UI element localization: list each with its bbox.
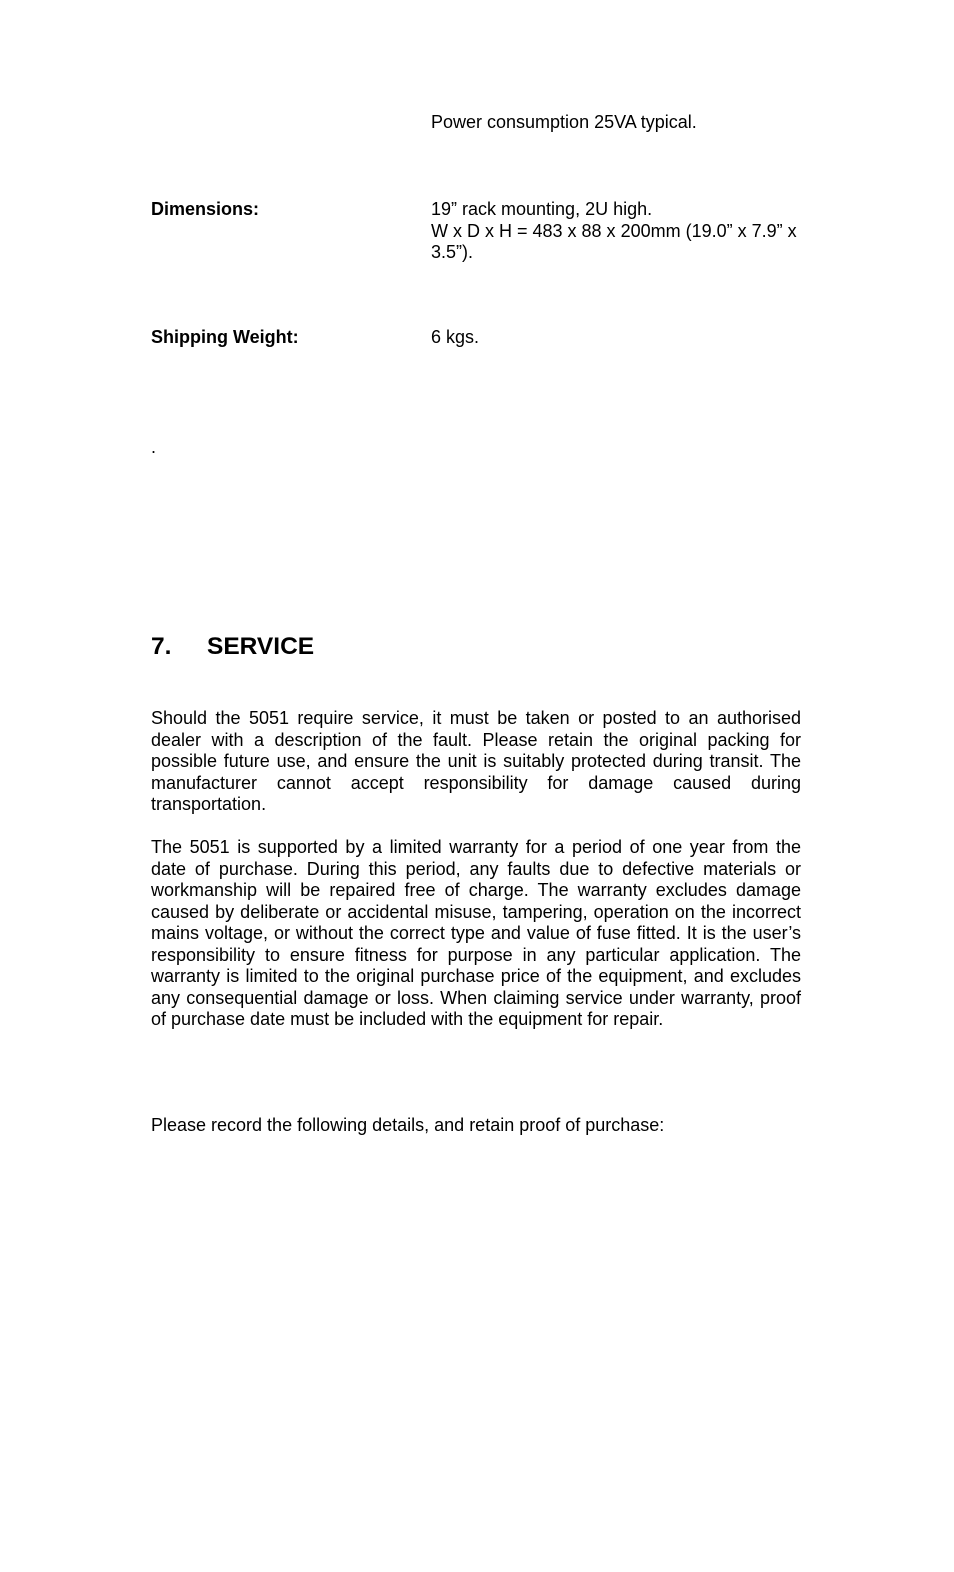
record-details-note: Please record the following details, and retain proof of purchase: [151,1115,665,1135]
dimensions-label: Dimensions: [151,199,260,219]
dimensions-line-2: W x D x H = 483 x 88 x 200mm (19.0” x 7.9” x 3.5”). [431,220,797,262]
shipping-weight-label: Shipping Weight: [151,327,299,347]
service-paragraph-1: Should the 5051 require service, it must be taken or posted to an authorised dealer with a description of the fault. Please retain the original packing for possible future use, and ensure the unit is suitably protected during transit. The manufacturer cannot accept responsibility for damage caused during transportation. [151,708,801,814]
stray-dot: . [151,437,157,457]
power-consumption-value: Power consumption 25VA typical. [431,112,697,132]
section-heading [151,633,314,661]
section-title: SERVICE [207,633,315,660]
shipping-weight-value: 6 kgs. [431,327,480,347]
dimensions-line-1: 19” rack mounting, 2U high. [431,199,653,219]
warranty-paragraph: The 5051 is supported by a limited warranty for a period of one year from the date of purchase. During this period, any faults due to defective materials or workmanship will be repaired free of charge. The warranty excludes damage caused by deliberate or accidental misuse, tampering, operation on the incorrect mains voltage, or without the correct type and value of fuse fitted. It is the user’s responsibility to ensure fitness for purpose in any particular application. The warranty is limited to the original purchase price of the equipment, and excludes any consequential damage or loss. When claiming service under warranty, proof of purchase date must be included with the equipment for repair. [151,837,801,1029]
dimensions-value [431,199,803,264]
section-number: 7. [151,633,172,660]
